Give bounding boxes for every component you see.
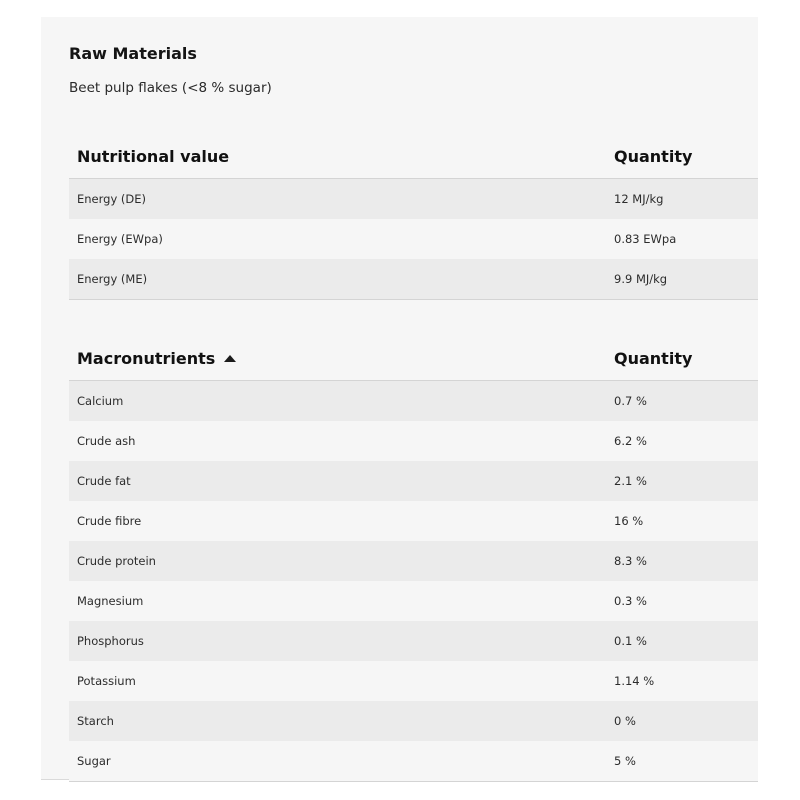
nutrient-quantity: 8.3 % [614, 554, 647, 568]
nutrient-quantity: 0 % [614, 714, 636, 728]
nutrient-quantity: 12 MJ/kg [614, 192, 664, 206]
nutrient-name: Potassium [77, 674, 136, 688]
table-row [69, 381, 758, 421]
table-header [69, 341, 758, 381]
nutrient-name: Crude ash [77, 434, 136, 448]
table-row [69, 741, 758, 781]
nutrient-name: Crude fibre [77, 514, 142, 528]
macronutrients-header-label: Macronutrients [77, 349, 216, 368]
table-row [69, 461, 758, 501]
nutrient-name: Crude protein [77, 554, 156, 568]
nutrient-name: Energy (DE) [77, 192, 147, 206]
nutrient-name: Sugar [77, 754, 111, 768]
nutrient-quantity: 16 % [614, 514, 644, 528]
nutrient-quantity: 0.83 EWpa [614, 232, 677, 246]
table-row [69, 179, 758, 219]
raw-materials-title: Raw Materials [69, 44, 197, 63]
nutrient-quantity: 0.1 % [614, 634, 647, 648]
nutrient-name: Starch [77, 714, 114, 728]
nutrient-name: Phosphorus [77, 634, 144, 648]
table-row [69, 701, 758, 741]
nutrient-quantity: 9.9 MJ/kg [614, 272, 668, 286]
table-row [69, 581, 758, 621]
raw-materials-description: Beet pulp flakes (<8 % sugar) [69, 80, 272, 96]
nutrient-quantity: 5 % [614, 754, 636, 768]
table-row [69, 259, 758, 299]
sort-ascending-icon[interactable] [224, 355, 236, 362]
table-row [69, 219, 758, 259]
table-body [69, 381, 758, 782]
nutrient-name: Energy (EWpa) [77, 232, 163, 246]
nutrient-name: Energy (ME) [77, 272, 148, 286]
macronutrients-sort-header[interactable] [77, 349, 236, 369]
nutrient-quantity: 6.2 % [614, 434, 647, 448]
nutrient-quantity: 0.3 % [614, 594, 647, 608]
quantity-header: Quantity [614, 349, 693, 368]
table-row [69, 541, 758, 581]
table-row [69, 501, 758, 541]
nutritional-value-header: Nutritional value [77, 147, 230, 166]
table-body [69, 179, 758, 300]
nutrient-name: Calcium [77, 394, 124, 408]
quantity-header: Quantity [614, 147, 693, 166]
nutrient-quantity: 1.14 % [614, 674, 655, 688]
nutrient-quantity: 0.7 % [614, 394, 647, 408]
table-row [69, 661, 758, 701]
macronutrients-table [69, 341, 758, 782]
nutrient-name: Crude fat [77, 474, 131, 488]
nutritional-value-table [69, 139, 758, 300]
product-details-panel [41, 17, 758, 780]
table-row [69, 621, 758, 661]
nutrient-name: Magnesium [77, 594, 144, 608]
table-row [69, 421, 758, 461]
nutrient-quantity: 2.1 % [614, 474, 647, 488]
table-header [69, 139, 758, 179]
